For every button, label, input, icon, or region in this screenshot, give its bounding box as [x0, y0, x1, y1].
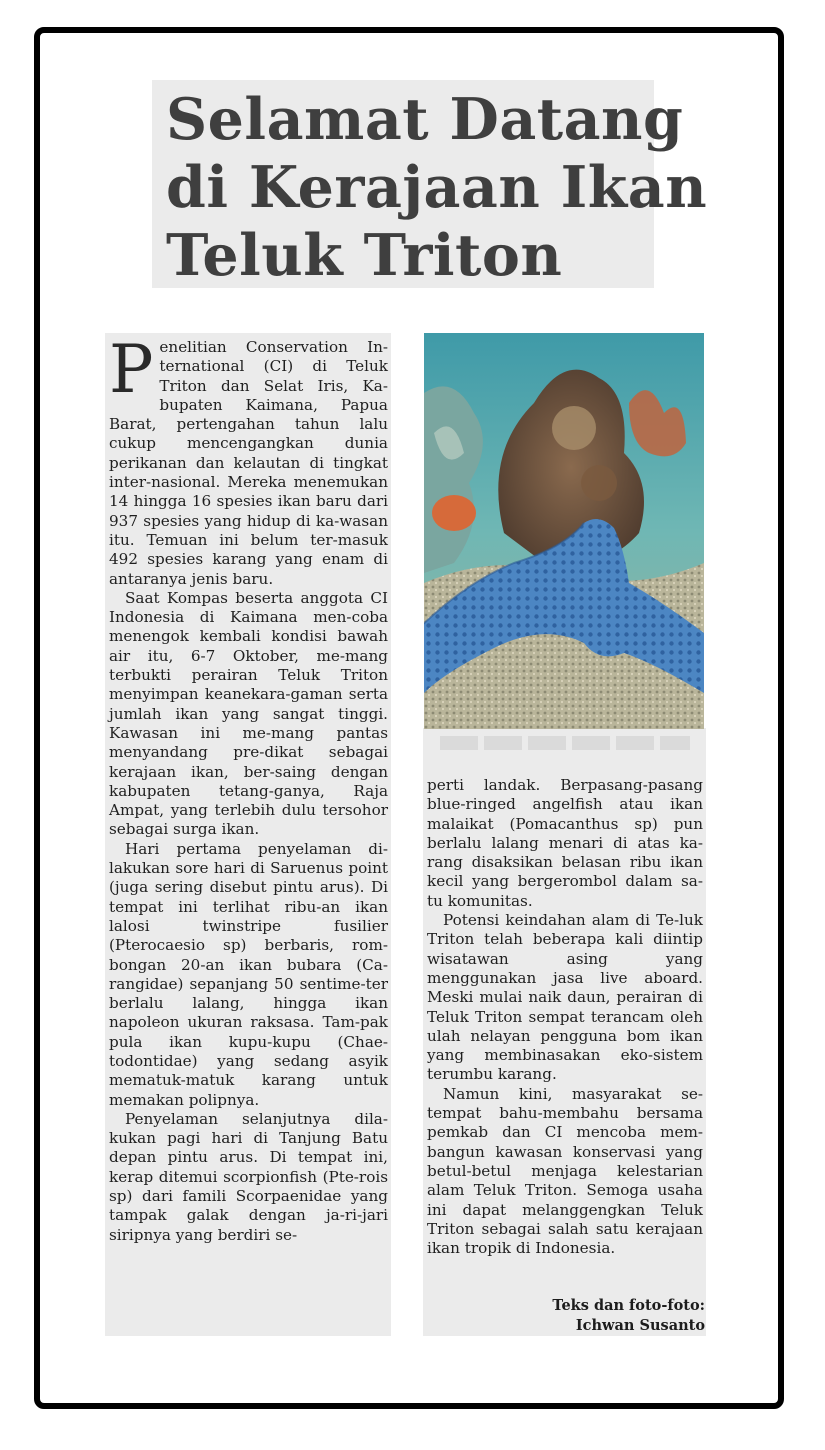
article-body-right — [427, 776, 703, 1258]
starfish-photo-svg — [424, 333, 704, 729]
starfish-coral-photo — [424, 333, 704, 729]
headline-line-1: Selamat Datang — [166, 86, 684, 153]
photo-credit — [552, 1296, 705, 1336]
paragraph-6: Potensi keindahan alam di Te-luk Triton telah beberapa kali diintip wisatawan asing yang menggunakan jasa live aboard. Meski mulai naik daun, perairan di Teluk Triton sempat terancam oleh ulah nelayan pengguna bom ikan yang membinasakan eko-sistem terumbu karang. — [427, 911, 703, 1084]
credit-author: Ichwan Susanto — [575, 1317, 705, 1334]
caption-strip — [423, 728, 706, 774]
paragraph-3: Hari pertama penyelaman di-lakukan sore hari di Saruenus point (juga sering disebut pintu arus). Di tempat ini terlihat ribu-an ikan lalosi twinstripe fusilier (Pterocaesio sp) berbaris, rom-bongan 20-an ikan bubara (Ca-rangidae) sepanjang 50 sentime-ter berlalu lalang, hingga ikan napoleon ukuran raksasa. Tam-pak pula ikan kupu-kupu (Chae-todontidae) yang sedang asyik mematuk-matuk karang untuk memakan polipnya. — [109, 839, 388, 1109]
article-body-left — [109, 331, 388, 1245]
headline — [166, 86, 708, 290]
dropcap: P — [109, 331, 154, 408]
credit-line-1: Teks dan foto-foto: — [552, 1297, 705, 1314]
paragraph-1 — [109, 331, 388, 589]
headline-line-3: Teluk Triton — [166, 222, 563, 289]
paragraph-2: Saat Kompas beserta anggota CI Indonesia di Kaimana men-coba menengok kembali kondisi bawah air itu, 6-7 Oktober, me-mang terbukti perairan Teluk Triton menyimpan keanekara-gaman serta jumlah ikan yang sangat tinggi. Kawasan ini me-mang pantas menyandang pre-dikat sebagai kerajaan ikan, ber-saing dengan kabupaten tetang-ganya, Raja Ampat, yang terlebih dulu tersohor sebagai surga ikan. — [109, 588, 388, 839]
paragraph-5: perti landak. Berpasang-pasang blue-ringed angelfish atau ikan malaikat (Pomacanthus sp) pun berlalu lalang menari di atas ka-rang disaksikan belasan ribu ikan kecil yang bergerombol dalam sa-tu komunitas. — [427, 776, 703, 910]
paragraph-1-text: enelitian Conservation In-ternational (CI) di Teluk Triton dan Selat Iris, Ka-bupaten Kaimana, Papua Barat, pertengahan tahun lalu cukup mencengangkan dunia perikanan dan kelautan di tingkat inter-nasional. Mereka menemukan 14 hingga 16 spesies ikan baru dari 937 spesies yang hidup di ka-wasan itu. Temuan ini belum ter-masuk 492 spesies karang yang enam di antaranya jenis baru. — [109, 338, 388, 588]
headline-line-2: di Kerajaan Ikan — [166, 154, 708, 221]
faded-caption — [440, 736, 690, 750]
paragraph-7: Namun kini, masyarakat se-tempat bahu-membahu bersama pemkab dan CI mencoba mem-bangun kawasan konservasi yang betul-betul menjaga kelestarian alam Teluk Triton. Semoga usaha ini dapat melanggengkan Teluk Triton sebagai salah satu kerajaan ikan tropik di Indonesia. — [427, 1084, 703, 1258]
paragraph-4: Penyelaman selanjutnya dila-kukan pagi hari di Tanjung Batu depan pintu arus. Di tempat ini, kerap ditemui scorpionfish (Pte-rois sp) dari famili Scorpaenidae yang tampak galak dengan ja-ri-jari siripnya yang berdiri se- — [109, 1109, 388, 1244]
